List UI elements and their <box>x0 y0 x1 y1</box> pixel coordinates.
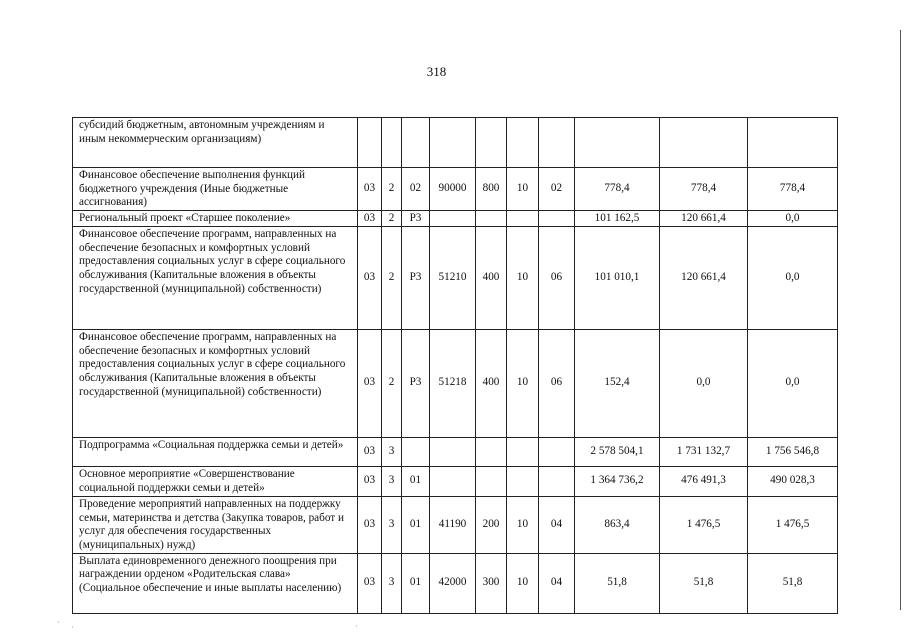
code-cell <box>507 118 539 168</box>
code-cell <box>476 211 507 227</box>
code-cell: 2 <box>382 226 402 329</box>
table-row <box>73 118 838 168</box>
code-cell: 10 <box>507 329 539 437</box>
code-cell: 01 <box>402 496 430 553</box>
scan-speck: · <box>355 622 358 631</box>
code-cell: 01 <box>402 466 430 496</box>
code-cell: 3 <box>382 496 402 553</box>
amount-cell: 120 661,4 <box>660 226 748 329</box>
code-cell: 800 <box>476 168 507 211</box>
amount-cell: 778,4 <box>660 168 748 211</box>
code-cell <box>430 118 476 168</box>
code-cell <box>476 466 507 496</box>
code-cell: 03 <box>358 466 382 496</box>
code-cell: 3 <box>382 437 402 466</box>
code-cell: 90000 <box>430 168 476 211</box>
amount-cell: 863,4 <box>575 496 660 553</box>
code-cell: 2 <box>382 168 402 211</box>
amount-cell: 1 364 736,2 <box>575 466 660 496</box>
amount-cell <box>748 118 838 168</box>
amount-cell: 120 661,4 <box>660 211 748 227</box>
code-cell: 42000 <box>430 553 476 613</box>
amount-cell: 778,4 <box>575 168 660 211</box>
code-cell: 03 <box>358 496 382 553</box>
code-cell: 51218 <box>430 329 476 437</box>
code-cell <box>430 437 476 466</box>
code-cell: P3 <box>402 226 430 329</box>
code-cell: 3 <box>382 553 402 613</box>
row-name-cell: Подпрограмма «Социальная поддержка семьи и детей» <box>73 437 358 466</box>
code-cell: 01 <box>402 553 430 613</box>
code-cell <box>402 118 430 168</box>
code-cell: 400 <box>476 329 507 437</box>
amount-cell: 778,4 <box>748 168 838 211</box>
code-cell: 10 <box>507 496 539 553</box>
scan-speck: · <box>57 618 60 627</box>
code-cell: 03 <box>358 437 382 466</box>
code-cell <box>430 211 476 227</box>
code-cell: 03 <box>358 226 382 329</box>
code-cell: 3 <box>382 466 402 496</box>
code-cell: 03 <box>358 168 382 211</box>
code-cell <box>539 211 575 227</box>
row-name-cell: Основное мероприятие «Совершенствование социальной поддержки семьи и детей» <box>73 466 358 496</box>
amount-cell: 490 028,3 <box>748 466 838 496</box>
table-row <box>73 226 838 329</box>
table-row <box>73 496 838 553</box>
amount-cell: 476 491,3 <box>660 466 748 496</box>
code-cell <box>539 437 575 466</box>
code-cell <box>507 211 539 227</box>
code-cell: 200 <box>476 496 507 553</box>
code-cell <box>358 118 382 168</box>
code-cell: 03 <box>358 329 382 437</box>
code-cell: 2 <box>382 211 402 227</box>
amount-cell: 0,0 <box>748 211 838 227</box>
amount-cell: 1 731 132,7 <box>660 437 748 466</box>
amount-cell: 51,8 <box>575 553 660 613</box>
row-name-cell: Финансовое обеспечение выполнения функций бюджетного учреждения (Иные бюджетные ассигнования) <box>73 168 358 211</box>
code-cell: 04 <box>539 553 575 613</box>
code-cell <box>539 118 575 168</box>
code-cell <box>402 437 430 466</box>
amount-cell: 1 476,5 <box>748 496 838 553</box>
page-number: 318 <box>426 64 447 79</box>
page-edge <box>900 30 905 610</box>
code-cell: 10 <box>507 553 539 613</box>
amount-cell <box>575 118 660 168</box>
code-cell: P3 <box>402 329 430 437</box>
table-row <box>73 168 838 211</box>
budget-table <box>72 117 838 614</box>
amount-cell: 1 756 546,8 <box>748 437 838 466</box>
amount-cell: 51,8 <box>660 553 748 613</box>
code-cell: 10 <box>507 168 539 211</box>
code-cell <box>539 466 575 496</box>
code-cell: 03 <box>358 553 382 613</box>
code-cell: 02 <box>402 168 430 211</box>
code-cell: 06 <box>539 329 575 437</box>
code-cell: 2 <box>382 329 402 437</box>
amount-cell: 2 578 504,1 <box>575 437 660 466</box>
code-cell: 51210 <box>430 226 476 329</box>
amount-cell: 101 010,1 <box>575 226 660 329</box>
table-row <box>73 329 838 437</box>
code-cell: 300 <box>476 553 507 613</box>
table-row <box>73 211 838 227</box>
amount-cell: 0,0 <box>748 226 838 329</box>
code-cell <box>507 437 539 466</box>
row-name-cell: Финансовое обеспечение программ, направленных на обеспечение безопасных и комфортных условий предоставления социальных услуг в сфере социального обслуживания (Капитальные вложения в объекты государственной (муниципальной) собственности) <box>73 226 358 329</box>
amount-cell: 1 476,5 <box>660 496 748 553</box>
code-cell: 10 <box>507 226 539 329</box>
scan-speck: · <box>71 623 74 632</box>
amount-cell: 51,8 <box>748 553 838 613</box>
table-row <box>73 553 838 613</box>
code-cell <box>476 118 507 168</box>
code-cell: 04 <box>539 496 575 553</box>
code-cell <box>476 437 507 466</box>
code-cell: 41190 <box>430 496 476 553</box>
amount-cell: 0,0 <box>660 329 748 437</box>
row-name-cell: Выплата единовременного денежного поощрения при награждении орденом «Родительская слава» (Социальное обеспечение и иные выплаты населению) <box>73 553 358 613</box>
code-cell <box>507 466 539 496</box>
row-name-cell: Региональный проект «Старшее поколение» <box>73 211 358 227</box>
code-cell <box>382 118 402 168</box>
row-name-cell: Проведение мероприятий направленных на поддержку семьи, материнства и детства (Закупка товаров, работ и услуг для обеспечения государственных (муниципальных) нужд) <box>73 496 358 553</box>
code-cell: 03 <box>358 211 382 227</box>
row-name-cell: субсидий бюджетным, автономным учреждениям и иным некоммерческим организациям) <box>73 118 358 168</box>
table-row <box>73 466 838 496</box>
table-row <box>73 437 838 466</box>
code-cell <box>430 466 476 496</box>
code-cell: 400 <box>476 226 507 329</box>
amount-cell: 0,0 <box>748 329 838 437</box>
amount-cell: 101 162,5 <box>575 211 660 227</box>
code-cell: 02 <box>539 168 575 211</box>
row-name-cell: Финансовое обеспечение программ, направленных на обеспечение безопасных и комфортных условий предоставления социальных услуг в сфере социального обслуживания (Капитальные вложения в объекты государственной (муниципальной) собственности) <box>73 329 358 437</box>
amount-cell <box>660 118 748 168</box>
code-cell: P3 <box>402 211 430 227</box>
code-cell: 06 <box>539 226 575 329</box>
amount-cell: 152,4 <box>575 329 660 437</box>
